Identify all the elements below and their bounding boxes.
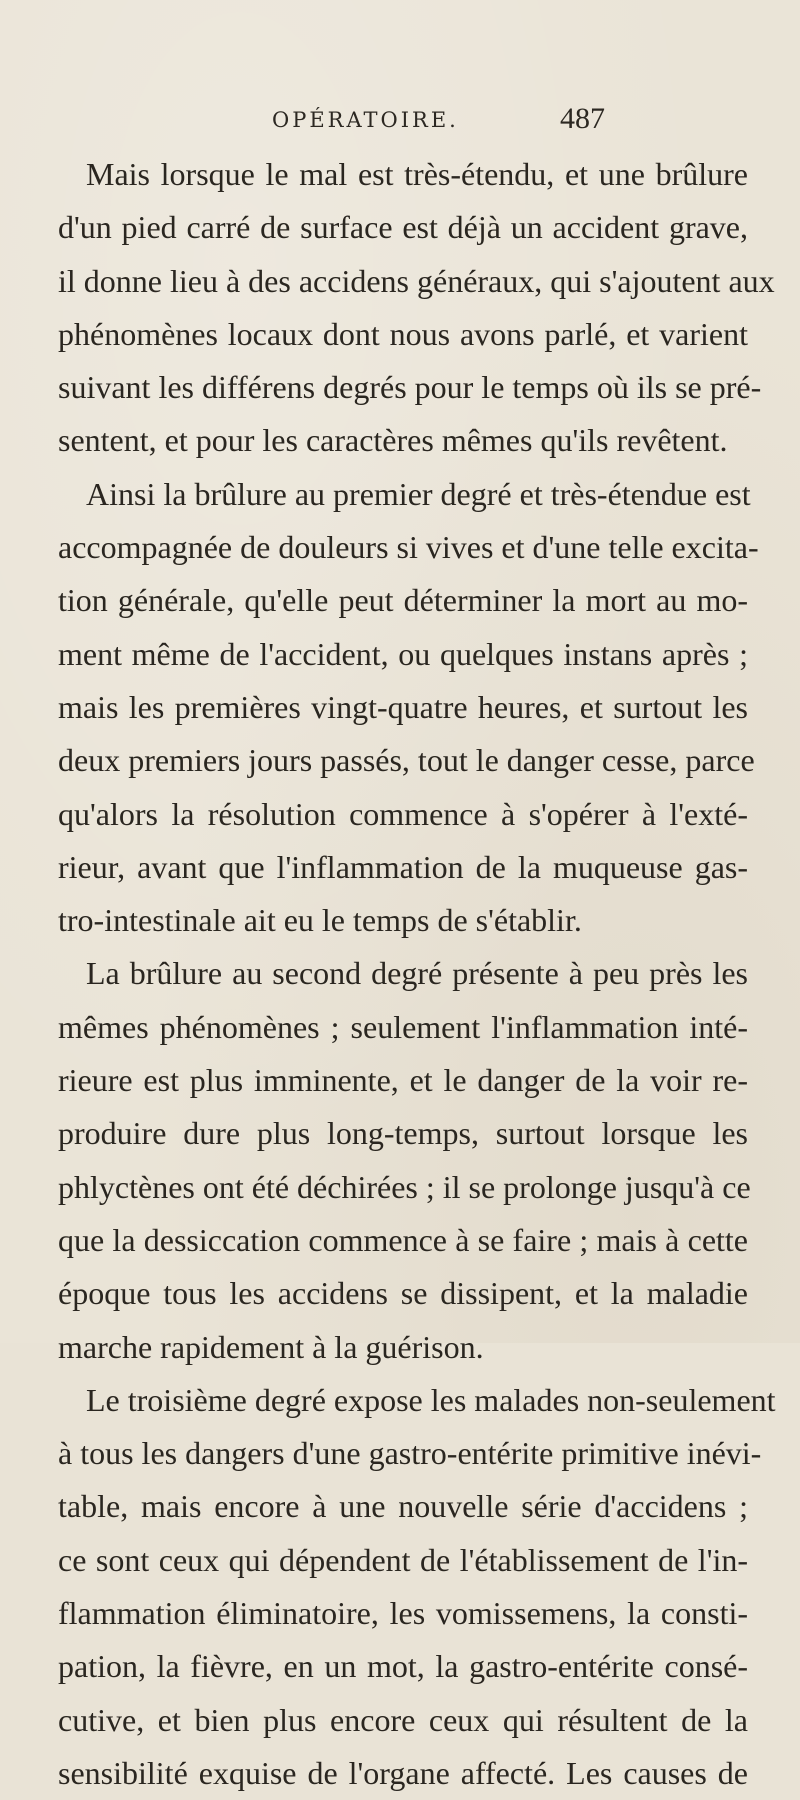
- text-line: accompagnée de douleurs si vives et d'une telle excita-: [58, 529, 759, 566]
- text-line: produire dure plus long-temps, surtout lorsque les: [58, 1115, 748, 1152]
- text-line: flammation éliminatoire, les vomissemens, la consti-: [58, 1595, 748, 1632]
- running-head: [0, 102, 800, 148]
- text-line: ce sont ceux qui dépendent de l'établissement de l'in-: [58, 1541, 748, 1578]
- running-title: OPÉRATOIRE.: [272, 108, 459, 132]
- text-line: sentent, et pour les caractères mêmes qu'ils revêtent.: [58, 422, 728, 459]
- text-line: Ainsi la brûlure au premier degré et très-étendue est: [86, 475, 751, 512]
- text-line: il donne lieu à des accidens généraux, qui s'ajoutent aux: [58, 262, 775, 299]
- text-line: mais les premières vingt-quatre heures, et surtout les: [58, 688, 748, 725]
- text-line: époque tous les accidens se dissipent, et la maladie: [58, 1275, 748, 1312]
- text-line: marche rapidement à la guérison.: [58, 1328, 484, 1365]
- text-line: tion générale, qu'elle peut déterminer la mort au mo-: [58, 582, 748, 619]
- text-line: ment même de l'accident, ou quelques instans après ;: [58, 635, 748, 672]
- text-line: pation, la fièvre, en un mot, la gastro-entérite consé-: [58, 1648, 748, 1685]
- text-line: rieure est plus imminente, et le danger de la voir re-: [58, 1062, 748, 1099]
- text-line: d'un pied carré de surface est déjà un accident grave,: [58, 209, 748, 246]
- text-line: tro-intestinale ait eu le temps de s'établir.: [58, 902, 582, 939]
- text-line: cutive, et bien plus encore ceux qui résultent de la: [58, 1701, 748, 1738]
- text-line: suivant les différens degrés pour le temps où ils se pré-: [58, 369, 762, 406]
- text-line: sensibilité exquise de l'organe affecté. Les causes de: [58, 1754, 748, 1791]
- text-line: phlyctènes ont été déchirées ; il se prolonge jusqu'à ce: [58, 1168, 751, 1205]
- text-line: mêmes phénomènes ; seulement l'inflammation inté-: [58, 1008, 748, 1045]
- body-text: [58, 148, 776, 1800]
- text-line: rieur, avant que l'inflammation de la muqueuse gas-: [58, 848, 748, 885]
- text-line: qu'alors la résolution commence à s'opérer à l'exté-: [58, 795, 748, 832]
- text-line: à tous les dangers d'une gastro-entérite primitive inévi-: [58, 1435, 762, 1472]
- text-line: Le troisième degré expose les malades non-seulement: [86, 1381, 776, 1418]
- text-line: table, mais encore à une nouvelle série d'accidens ;: [58, 1488, 748, 1525]
- text-line: deux premiers jours passés, tout le danger cesse, parce: [58, 742, 755, 779]
- text-line: phénomènes locaux dont nous avons parlé, et varient: [58, 315, 748, 352]
- text-line: Mais lorsque le mal est très-étendu, et une brûlure: [86, 156, 748, 192]
- text-line: que la dessiccation commence à se faire ; mais à cette: [58, 1221, 748, 1258]
- text-line: La brûlure au second degré présente à peu près les: [86, 955, 748, 992]
- page-number: 487: [560, 102, 605, 135]
